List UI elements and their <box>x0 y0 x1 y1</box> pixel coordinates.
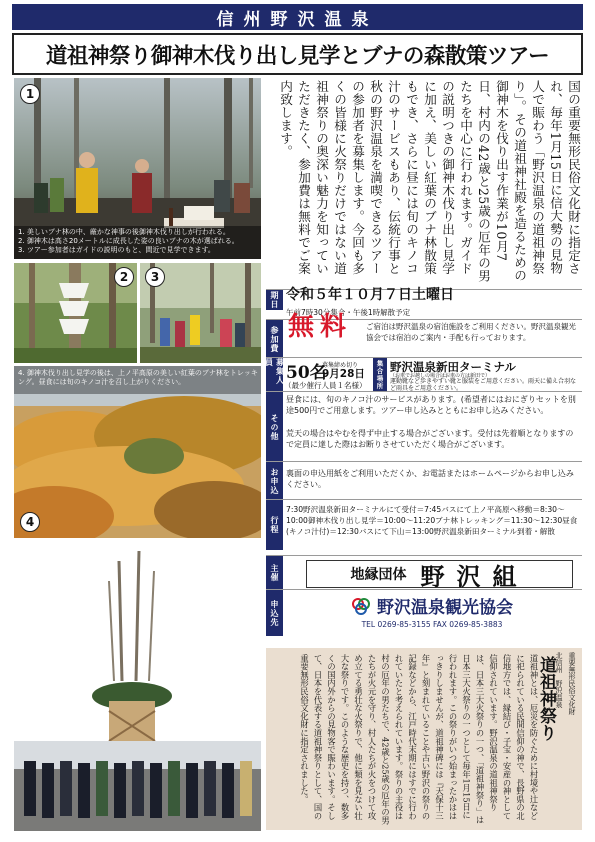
association-logo-icon <box>351 596 371 616</box>
photo-5 <box>14 541 261 831</box>
label-capacity: 募集人員 <box>266 358 283 392</box>
festival-section <box>266 648 582 830</box>
festival-subtitle-1: 重要無形民俗文化財 <box>568 652 576 715</box>
shrine-tower-image <box>14 541 261 831</box>
photo-2 <box>14 263 137 363</box>
contact-tel: TEL 0269-85-3155 FAX 0269-85-3883 <box>361 620 503 629</box>
festival-heading: 道祖神祭り <box>536 656 556 741</box>
row-apply <box>266 461 582 500</box>
minimum-text: （最少催行人員１名様） <box>284 381 367 390</box>
photo-number-3: 3 <box>145 267 165 287</box>
photo-3 <box>140 263 261 363</box>
capacity-value: 50名 <box>286 363 327 383</box>
deadline-value: 9月28日 <box>322 368 365 380</box>
festival-title <box>536 652 578 828</box>
fee-note: ご宿泊は野沢温泉の宿泊施設をご利用ください。野沢温泉観光協会では宿泊のご案内・手配も行っております。 <box>366 322 576 342</box>
photo-1 <box>14 78 261 259</box>
label-contact: 申込先 <box>266 590 283 636</box>
label-apply: お申込 <box>266 462 283 500</box>
label-date: 期日 <box>266 290 283 310</box>
meet-note: 運動靴など歩きやすい靴と服装をご用意ください。雨天に備え合羽など雨具をご用意ください。 <box>390 378 577 392</box>
autumn-forest-image <box>14 366 261 538</box>
label-meet: 集合場所 <box>373 358 387 392</box>
date-text: 令和５年１０月７日土曜日 <box>286 287 454 303</box>
row-host <box>266 555 582 590</box>
row-capacity <box>266 357 582 392</box>
banner: 信州野沢温泉 <box>12 4 583 30</box>
time-text: 午前7時30分集合・午後1時解散予定 <box>286 308 411 317</box>
row-contact <box>266 589 582 636</box>
label-schedule: 行程 <box>266 500 283 550</box>
association-label: 野沢温泉観光協会 <box>377 598 513 618</box>
label-host: 主催 <box>266 556 283 590</box>
page-title: 道祖神祭り御神木伐り出し見学とブナの森散策ツアー <box>12 33 583 75</box>
contact-box <box>286 593 578 633</box>
row-other <box>266 391 582 462</box>
schedule-text: 7:30野沢温泉新田ターミナルにて受付＝7:45バスにて上ノ平高原へ移動＝8:30〜10:00御神木伐り出し見学＝10:00〜11:20ブナ林トレッキング＝11:30〜12:30昼食(キノコ汁付)＝12:30バスにて下山＝13:00野沢温泉新田ターミナル到着・解散 <box>286 505 578 536</box>
festival-subtitle-2: 北信州 野沢温泉 <box>555 652 563 708</box>
intro-text: 国の重要無形民俗文化財に指定され、毎年1月15日に信大勢の見物人で賑わう「野沢温泉の道祖神祭り」。その道祖神社殿を造るための御神木を伐り出す作業が10月7日、村内の42歳と25歳の厄年の男たちを中心に行われます。ガイドの説明つきの御神木伐り出し見学に加え、美しい紅葉のブナ林散策もでき、さらに昼には旬のキノコ汁のサービスもあり、伝統行事と秋の野沢温泉を満喫できるツアーの参加者を募集します。今回も多くの皆様に火祭りだけではない道祖神祭りの奥深い魅力を知っていただきたく、参加費は無料でご案内致します。 <box>278 80 581 283</box>
photo-number-2: 2 <box>114 267 134 287</box>
fee-value: 無料 <box>288 312 353 342</box>
photo-number-4: 4 <box>20 512 40 532</box>
row-schedule <box>266 499 582 550</box>
group-label: 地縁団体 <box>350 567 407 583</box>
deadline-label: 募集締め切り <box>322 362 359 369</box>
meet-sub: （お車でお越しの場合はお車の方は新田で） <box>390 373 491 379</box>
festival-body: 道祖神とは、厄災を防ぐために村境や辻などに祀られている民間信仰の神で、長野県の北信地方では、縁結び・子宝・安産の神として信仰されています。野沢温泉の道祖神祭りは、日本三大火祭りの一つ、「道祖神祭り」は日本三大火祭りの一つとして毎年1月15日に行われます。この祭りがいつ始まったかははっきりしませんが、道祖神碑には『天保十三年』と刻まれていることや古い野沢の祭りの記録などから、江戸時代末期にはすでに行われていたと考えられています。祭りの主役は村の厄年の男たちで、42歳と25歳の厄年の男たちが火元を守り、村人たちが火をつけて攻め立てる勇壮な火祭りで、他に類を見ない壮大な祭りです。このような歴史を持つ、数多くの国内外からの見物客で賑わいます。そして、日本を代表する道祖神祭りとして、国の重要無形民俗文化財に指定されました。 <box>299 654 539 825</box>
other-text-2: 荒天の場合はやむを得ず中止する場合がございます。受付は先着順となりますので定員に達した際はお断りさせていただく場合がございます。 <box>286 429 574 449</box>
label-fee: 参加費 <box>266 320 283 358</box>
caption-line: 3. ツアー参加者はガイドの説明のもと、間近で見学できます。 <box>18 246 215 254</box>
photo-number-1: 1 <box>20 84 40 104</box>
meet-value: 野沢温泉新田ターミナル <box>390 360 516 374</box>
photo-caption-4: 4. 御神木伐り出し見学の後は、上ノ平高原の美しい紅葉のブナ林をトレッキング。昼食には旬のキノコ汁を召し上がりください。 <box>18 369 258 386</box>
other-text-1: 昼食には、旬のキノコ汁のサービスがあります。(希望者にはおにぎりセットを別途500円でご用意します。ツアー申し込みとともにお申し込みください。 <box>286 395 576 415</box>
photo-4 <box>14 366 261 538</box>
group-name: 野沢組 <box>420 561 529 591</box>
caption-line: 2. 御神木は高さ20メートルに成長した姿の良いブナの木が選ばれる。 <box>18 237 239 245</box>
caption-line: 1. 美しいブナ林の中、厳かな神事の後御神木伐り出しが行われる。 <box>18 228 230 236</box>
label-other: その他 <box>266 392 283 462</box>
photo-caption-1 <box>18 228 258 255</box>
date-value <box>286 287 580 303</box>
apply-text: 裏面の申込用紙をご利用いただくか、お電話またはホームページからお申し込みください。 <box>286 469 574 489</box>
association-name <box>351 593 513 618</box>
sponsor-box <box>306 560 573 591</box>
